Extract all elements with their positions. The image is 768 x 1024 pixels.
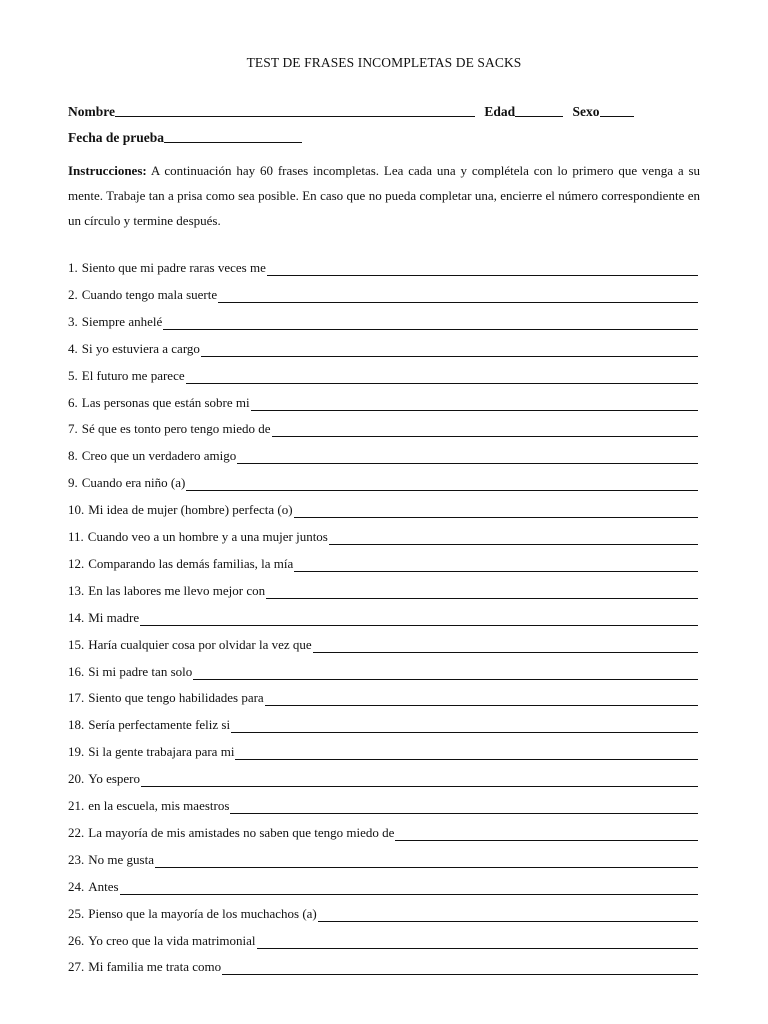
sentence-stem: en la escuela, mis maestros bbox=[88, 798, 230, 813]
sentence-stem: Si yo estuviera a cargo bbox=[81, 340, 200, 356]
sentence-stem: No me gusta bbox=[88, 851, 154, 867]
answer-line[interactable] bbox=[218, 288, 698, 303]
sentence-stem: Siempre anhelé bbox=[81, 313, 163, 329]
answer-line[interactable] bbox=[266, 584, 698, 599]
answer-line[interactable] bbox=[163, 315, 698, 330]
answer-line[interactable] bbox=[186, 369, 698, 384]
sentence-item bbox=[68, 364, 698, 384]
sentence-item bbox=[68, 660, 698, 680]
name-age-sex-row bbox=[68, 104, 634, 120]
sentence-stem: Las personas que están sobre mi bbox=[81, 394, 250, 410]
sentence-stem: En las labores me llevo mejor con bbox=[88, 582, 266, 598]
sentence-stem: Haría cualquier cosa por olvidar la vez que bbox=[88, 636, 312, 652]
sentence-number: 12. bbox=[68, 555, 85, 571]
sentence-item bbox=[68, 633, 698, 653]
answer-line[interactable] bbox=[318, 907, 698, 922]
sentence-number: 14. bbox=[68, 609, 85, 625]
sentence-item bbox=[68, 256, 698, 276]
instructions-label: Instrucciones: bbox=[68, 163, 147, 178]
answer-line[interactable] bbox=[272, 422, 698, 437]
nombre-label: Nombre bbox=[68, 104, 115, 119]
sentence-item bbox=[68, 579, 698, 599]
edad-field[interactable] bbox=[515, 104, 563, 117]
sentence-item bbox=[68, 713, 698, 733]
sentence-stem: Siento que tengo habilidades para bbox=[88, 690, 264, 706]
sentence-number: 21. bbox=[68, 798, 85, 813]
answer-line[interactable] bbox=[294, 557, 698, 572]
sentence-stem: El futuro me parece bbox=[81, 367, 185, 383]
sentence-number: 16. bbox=[68, 663, 85, 679]
sentence-item bbox=[68, 283, 698, 303]
sentence-item bbox=[68, 686, 698, 706]
sentence-number: 3. bbox=[68, 313, 78, 329]
sentence-item bbox=[68, 929, 698, 949]
sentence-item bbox=[68, 417, 698, 437]
sentence-item bbox=[68, 794, 698, 814]
answer-line[interactable] bbox=[257, 934, 698, 949]
sentence-item bbox=[68, 606, 698, 626]
sentence-item bbox=[68, 552, 698, 572]
sentence-number: 8. bbox=[68, 448, 78, 464]
sentence-stem: Siento que mi padre raras veces me bbox=[81, 260, 266, 275]
sentence-number: 7. bbox=[68, 421, 78, 437]
sentence-item bbox=[68, 740, 698, 760]
sentence-stem: Cuando era niño (a) bbox=[81, 475, 186, 491]
sentence-number: 20. bbox=[68, 771, 85, 787]
answer-line[interactable] bbox=[265, 691, 698, 706]
sentence-stem: Si mi padre tan solo bbox=[88, 663, 193, 679]
instructions-text: A continuación hay 60 frases incompletas. Lea cada una y complétela con lo primero que venga a su mente. Trabaje tan a prisa como sea posible. En caso que no pueda completar una, encierre el número correspondiente en un círculo y termine después. bbox=[68, 163, 700, 228]
sentence-item bbox=[68, 902, 698, 922]
sentence-number: 10. bbox=[68, 502, 85, 518]
sentence-item bbox=[68, 471, 698, 491]
sexo-field[interactable] bbox=[600, 104, 634, 117]
sentence-stem: Pienso que la mayoría de los muchachos (a) bbox=[88, 905, 317, 921]
sentence-stem: Mi familia me trata como bbox=[88, 959, 222, 975]
sentence-number: 18. bbox=[68, 717, 85, 733]
sentence-number: 27. bbox=[68, 959, 85, 975]
answer-line[interactable] bbox=[230, 799, 698, 814]
sexo-label: Sexo bbox=[572, 104, 600, 119]
sentence-stem: Comparando las demás familias, la mía bbox=[88, 555, 294, 571]
sentence-number: 2. bbox=[68, 286, 78, 302]
instructions-paragraph bbox=[68, 158, 700, 233]
sentence-item bbox=[68, 821, 698, 841]
sentence-item bbox=[68, 498, 698, 518]
sentence-stem: Si la gente trabajara para mi bbox=[88, 744, 235, 760]
sentence-number: 15. bbox=[68, 636, 85, 652]
answer-line[interactable] bbox=[329, 530, 698, 545]
sentence-item bbox=[68, 848, 698, 868]
sentence-number: 13. bbox=[68, 582, 85, 598]
answer-line[interactable] bbox=[267, 261, 698, 276]
sentence-number: 9. bbox=[68, 475, 78, 491]
answer-line[interactable] bbox=[235, 745, 698, 760]
sentence-number: 25. bbox=[68, 905, 85, 921]
sentence-number: 22. bbox=[68, 824, 85, 840]
sentence-number: 4. bbox=[68, 340, 78, 356]
sentence-number: 17. bbox=[68, 690, 85, 706]
answer-line[interactable] bbox=[231, 718, 698, 733]
sentence-item bbox=[68, 875, 698, 895]
sentence-item bbox=[68, 337, 698, 357]
fecha-label: Fecha de prueba bbox=[68, 130, 164, 145]
answer-line[interactable] bbox=[140, 611, 698, 626]
sentence-item bbox=[68, 391, 698, 411]
answer-line[interactable] bbox=[395, 826, 698, 841]
sentence-stem: Mi madre bbox=[88, 609, 140, 625]
sentence-number: 5. bbox=[68, 367, 78, 383]
answer-line[interactable] bbox=[251, 396, 698, 411]
sentence-item bbox=[68, 955, 698, 975]
fecha-row bbox=[68, 130, 302, 146]
sentence-number: 23. bbox=[68, 851, 85, 867]
sentence-stem: La mayoría de mis amistades no saben que tengo miedo de bbox=[88, 824, 395, 840]
sentence-item bbox=[68, 310, 698, 330]
sentence-stem: Creo que un verdadero amigo bbox=[81, 448, 237, 464]
answer-line[interactable] bbox=[294, 503, 698, 518]
sentence-item bbox=[68, 525, 698, 545]
answer-line[interactable] bbox=[120, 880, 698, 895]
sentence-number: 1. bbox=[68, 260, 78, 275]
edad-label: Edad bbox=[484, 104, 516, 119]
sentence-stem: Yo creo que la vida matrimonial bbox=[88, 932, 256, 948]
sentence-number: 19. bbox=[68, 744, 85, 760]
nombre-field[interactable] bbox=[115, 104, 475, 117]
sentence-item bbox=[68, 767, 698, 787]
sentence-stem: Yo espero bbox=[88, 771, 141, 787]
sentence-stem: Sería perfectamente feliz si bbox=[88, 717, 231, 733]
sentence-stem: Antes bbox=[88, 878, 119, 894]
sentence-stem: Mi idea de mujer (hombre) perfecta (o) bbox=[88, 502, 293, 518]
answer-line[interactable] bbox=[155, 853, 698, 868]
answer-line[interactable] bbox=[193, 665, 698, 680]
sentence-number: 11. bbox=[68, 529, 84, 544]
fecha-field[interactable] bbox=[164, 130, 302, 143]
answer-line[interactable] bbox=[237, 449, 698, 464]
answer-line[interactable] bbox=[201, 342, 698, 357]
answer-line[interactable] bbox=[222, 960, 698, 975]
sentence-stem: Sé que es tonto pero tengo miedo de bbox=[81, 421, 271, 437]
answer-line[interactable] bbox=[186, 476, 698, 491]
answer-line[interactable] bbox=[313, 638, 698, 653]
document-title: TEST DE FRASES INCOMPLETAS DE SACKS bbox=[246, 55, 522, 70]
sentence-number: 26. bbox=[68, 932, 85, 948]
sentence-number: 24. bbox=[68, 878, 85, 894]
sentence-item bbox=[68, 444, 698, 464]
answer-line[interactable] bbox=[141, 772, 698, 787]
sentence-number: 6. bbox=[68, 394, 78, 410]
sentence-stem: Cuando veo a un hombre y a una mujer juntos bbox=[87, 529, 328, 544]
sentence-stem: Cuando tengo mala suerte bbox=[81, 286, 218, 302]
